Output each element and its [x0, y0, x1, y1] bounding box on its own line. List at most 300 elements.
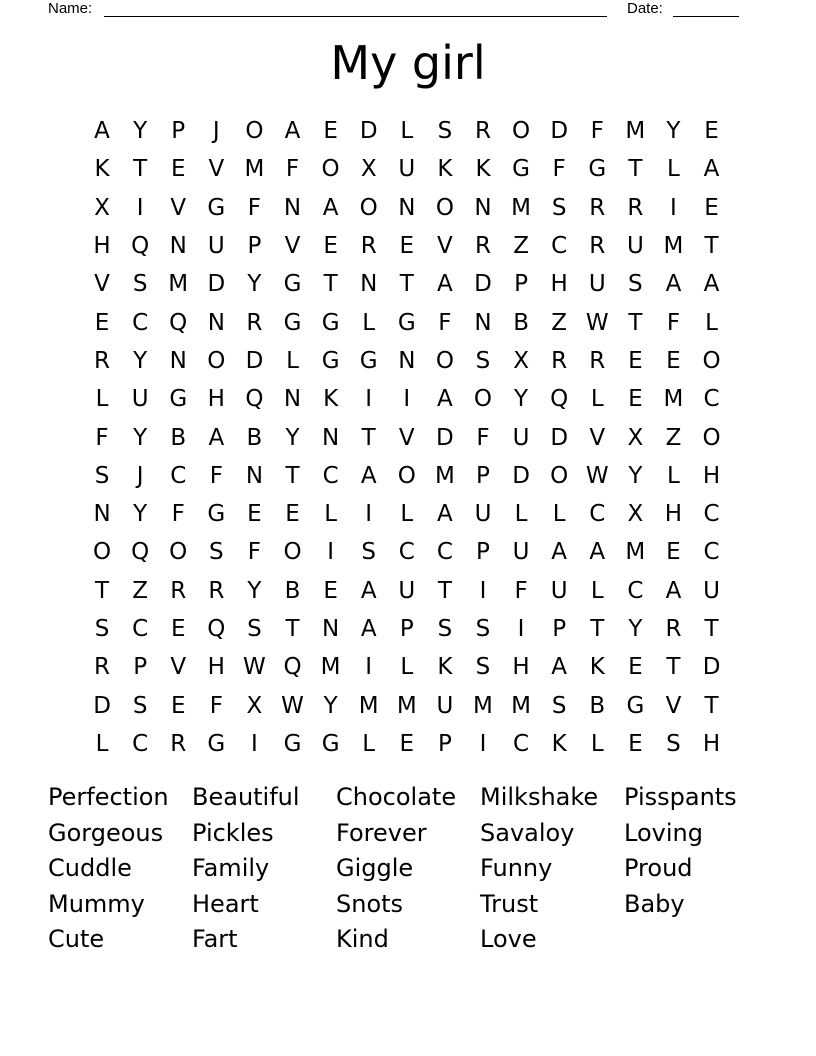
grid-letter: G [207, 730, 226, 757]
name-label: Name: [48, 0, 93, 17]
grid-letter: O [435, 347, 454, 374]
date-blank-line [673, 16, 739, 17]
grid-letter: F [95, 424, 109, 451]
grid-letter: T [590, 616, 605, 642]
grid-letter: W [243, 654, 266, 681]
grid-letter: F [590, 118, 604, 145]
grid-letter: L [705, 309, 718, 336]
grid-letter: N [474, 309, 492, 336]
grid-letter: X [360, 156, 377, 183]
grid-letter: G [626, 692, 645, 719]
grid-letter: U [398, 156, 416, 183]
grid-letter: L [590, 386, 604, 413]
grid-letter: K [437, 654, 453, 681]
grid-letter: C [132, 730, 149, 757]
grid-letter: T [133, 156, 148, 183]
grid-letter: F [247, 194, 262, 221]
grid-letter: A [437, 386, 453, 413]
grid-letter: C [551, 233, 568, 260]
grid-letter: M [320, 654, 341, 681]
grid-letter: D [93, 692, 111, 719]
grid-letter: L [400, 118, 414, 145]
grid-letter: N [360, 271, 378, 298]
grid-letter: P [171, 118, 186, 145]
grid-letter: T [704, 692, 719, 719]
grid-letter: E [628, 730, 643, 757]
grid-letter: R [665, 616, 682, 642]
grid-letter: N [322, 616, 340, 642]
grid-letter: M [625, 118, 646, 145]
word-list-item: Perfection [48, 783, 169, 811]
grid-letter: R [627, 194, 644, 221]
grid-letter: A [208, 424, 225, 451]
grid-letter: N [322, 424, 340, 451]
grid-letter: L [362, 309, 376, 336]
grid-letter: N [474, 194, 492, 221]
grid-letter: N [245, 462, 264, 489]
grid-letter: C [513, 730, 530, 757]
grid-letter: U [512, 424, 530, 451]
grid-letter: G [207, 194, 226, 221]
grid-letter: H [93, 233, 111, 260]
grid-letter: R [360, 233, 377, 260]
grid-letter: F [438, 309, 452, 336]
grid-letter: O [397, 462, 416, 489]
grid-letter: V [665, 692, 682, 719]
grid-letter: R [474, 118, 491, 145]
grid-letter: Y [247, 271, 262, 298]
word-list-item: Pisspants [624, 783, 737, 811]
grid-letter: U [512, 539, 530, 566]
grid-letter: Q [207, 616, 226, 642]
word-list-item: Love [480, 925, 537, 953]
grid-letter: R [246, 309, 263, 336]
grid-letter: A [284, 118, 301, 145]
grid-letter: F [285, 156, 300, 183]
grid-letter: U [626, 233, 644, 260]
grid-letter: V [589, 424, 606, 451]
grid-letter: K [323, 386, 339, 413]
word-list-item: Kind [336, 925, 389, 953]
grid-letter: H [702, 730, 721, 757]
grid-letter: Y [666, 118, 681, 145]
word-list-item: Chocolate [336, 783, 457, 811]
word-list-item: Mummy [48, 889, 145, 918]
grid-letter: S [437, 616, 453, 642]
grid-letter: L [286, 347, 299, 374]
grid-letter: U [131, 386, 149, 413]
grid-letter: C [589, 501, 606, 528]
grid-letter: O [702, 424, 721, 451]
grid-letter: A [322, 194, 339, 221]
page-title: My girl [330, 36, 486, 90]
grid-letter: I [365, 501, 373, 528]
grid-letter: Y [628, 616, 643, 642]
word-list-item: Trust [480, 889, 539, 918]
grid-letter: V [94, 271, 110, 298]
grid-letter: S [666, 730, 681, 757]
word-list-item: Family [192, 854, 270, 882]
grid-letter: P [437, 730, 452, 757]
grid-letter: A [665, 577, 682, 604]
grid-letter: Q [131, 233, 150, 260]
grid-letter: E [704, 194, 719, 221]
grid-letter: E [323, 577, 338, 604]
grid-letter: O [550, 462, 569, 489]
grid-letter: M [473, 692, 493, 719]
grid-letter: C [132, 309, 149, 336]
grid-letter: J [136, 462, 144, 489]
grid-letter: I [365, 654, 373, 681]
grid-letter: G [588, 156, 607, 183]
grid-letter: A [589, 539, 606, 566]
grid-letter: T [437, 577, 452, 604]
grid-letter: S [132, 692, 148, 719]
grid-letter: A [360, 462, 377, 489]
grid-letter: M [511, 194, 531, 221]
grid-letter: P [247, 233, 262, 260]
grid-letter: R [170, 577, 187, 604]
grid-letter: A [703, 156, 720, 183]
grid-letter: T [628, 156, 643, 183]
grid-letter: A [437, 271, 453, 298]
grid-letter: E [94, 309, 110, 336]
grid-letter: N [93, 501, 111, 528]
grid-letter: W [585, 309, 609, 336]
grid-letter: S [94, 462, 110, 489]
grid-letter: T [361, 424, 376, 451]
grid-letter: Q [131, 539, 150, 566]
grid-letter: X [246, 692, 263, 719]
word-list-item: Giggle [336, 854, 414, 882]
grid-letter: R [589, 194, 606, 221]
grid-letter: I [479, 577, 487, 604]
grid-letter: R [94, 654, 111, 681]
grid-letter: Y [514, 386, 529, 413]
grid-letter: T [285, 616, 300, 642]
grid-letter: L [667, 156, 680, 183]
grid-letter: M [434, 462, 455, 489]
grid-letter: M [625, 539, 646, 566]
grid-letter: V [284, 233, 301, 260]
grid-letter: P [552, 616, 567, 642]
grid-letter: Q [245, 386, 264, 413]
grid-letter: B [513, 309, 529, 336]
grid-letter: O [702, 347, 721, 374]
grid-letter: E [323, 118, 338, 145]
grid-letter: M [663, 386, 684, 413]
grid-letter: Y [133, 501, 148, 528]
word-list-item: Baby [624, 889, 685, 918]
grid-letter: N [169, 347, 187, 374]
grid-letter: G [359, 347, 378, 374]
grid-letter: O [473, 386, 493, 413]
word-list-item: Gorgeous [48, 818, 164, 847]
grid-letter: Z [551, 309, 568, 336]
grid-letter: D [550, 424, 569, 451]
grid-letter: U [436, 692, 454, 719]
grid-letter: K [437, 156, 453, 183]
grid-letter: F [552, 156, 566, 183]
grid-letter: I [479, 730, 487, 757]
grid-letter: L [552, 501, 566, 528]
header [0, 0, 816, 20]
grid-letter: U [703, 577, 720, 604]
grid-letter: Z [132, 577, 149, 604]
grid-letter: D [359, 118, 378, 145]
grid-letter: O [92, 539, 112, 566]
grid-letter: E [285, 501, 300, 528]
grid-letter: H [550, 271, 568, 298]
grid-letter: A [360, 616, 377, 642]
grid-letter: F [209, 692, 223, 719]
grid-letter: S [94, 616, 110, 642]
grid-letter: E [170, 156, 186, 183]
grid-letter: D [512, 462, 530, 489]
grid-letter: L [590, 730, 604, 757]
grid-letter: E [399, 730, 415, 757]
grid-letter: K [475, 156, 491, 183]
grid-letter: I [251, 730, 258, 757]
grid-letter: R [474, 233, 491, 260]
grid-letter: C [627, 577, 644, 604]
word-list-item: Snots [336, 889, 404, 918]
grid-letter: S [475, 347, 491, 374]
date-label: Date: [627, 0, 663, 17]
grid-letter: E [704, 118, 719, 145]
grid-letter: G [397, 309, 416, 336]
grid-letter: L [362, 730, 376, 757]
grid-letter: A [665, 271, 682, 298]
grid-letter: E [247, 501, 262, 528]
grid-letter: R [589, 233, 606, 260]
grid-letter: N [398, 347, 416, 374]
word-list-item: Forever [336, 818, 427, 847]
grid-letter: Q [169, 309, 188, 336]
grid-letter: D [207, 271, 226, 298]
grid-letter: H [207, 386, 225, 413]
word-list [48, 780, 768, 958]
grid-letter: Q [283, 654, 302, 681]
grid-letter: E [628, 347, 643, 374]
grid-letter: L [667, 462, 680, 489]
word-list-item: Pickles [192, 818, 274, 847]
grid-letter: H [512, 654, 530, 681]
grid-letter: U [207, 233, 225, 260]
grid-letter: V [437, 233, 453, 260]
grid-letter: F [171, 501, 185, 528]
grid-letter: M [663, 233, 684, 260]
grid-letter: G [169, 386, 188, 413]
grid-letter: O [321, 156, 340, 183]
grid-letter: F [209, 462, 223, 489]
grid-letter: I [365, 386, 373, 413]
grid-letter: E [666, 539, 681, 566]
grid-letter: R [208, 577, 225, 604]
grid-letter: R [94, 347, 111, 374]
grid-letter: Y [323, 692, 338, 719]
grid-letter: T [285, 462, 300, 489]
grid-letter: Y [628, 462, 643, 489]
grid-letter: B [170, 424, 187, 451]
grid-letter: T [323, 271, 338, 298]
grid-letter: V [208, 156, 225, 183]
grid-letter: I [670, 194, 677, 221]
grid-letter: M [244, 156, 265, 183]
grid-letter: F [247, 539, 262, 566]
grid-letter: E [170, 692, 186, 719]
grid-letter: G [283, 271, 302, 298]
grid-letter: N [398, 194, 416, 221]
grid-letter: E [323, 233, 338, 260]
grid-letter: G [321, 730, 340, 757]
grid-letter: M [358, 692, 379, 719]
word-list-item: Cute [48, 925, 105, 953]
grid-letter: Y [133, 424, 148, 451]
grid-letter: E [170, 616, 186, 642]
grid-letter: X [627, 424, 644, 451]
grid-letter: O [359, 194, 378, 221]
grid-letter: G [321, 347, 340, 374]
grid-letter: T [704, 233, 719, 260]
letter-grid [83, 112, 731, 763]
grid-letter: E [628, 654, 643, 681]
grid-letter: K [94, 156, 110, 183]
grid-letter: S [551, 194, 567, 221]
grid-letter: C [703, 386, 720, 413]
grid-letter: L [590, 577, 604, 604]
grid-letter: O [245, 118, 264, 145]
grid-letter: I [403, 386, 411, 413]
grid-letter: M [511, 692, 531, 719]
grid-letter: S [628, 271, 643, 298]
grid-letter: L [514, 501, 528, 528]
grid-letter: Y [133, 347, 148, 374]
grid-letter: A [437, 501, 453, 528]
grid-letter: C [436, 539, 453, 566]
grid-letter: S [437, 118, 453, 145]
grid-letter: F [476, 424, 490, 451]
grid-letter: T [666, 654, 681, 681]
word-list-item: Fart [192, 925, 238, 953]
grid-letter: H [664, 501, 683, 528]
grid-letter: Z [665, 424, 682, 451]
grid-letter: C [398, 539, 415, 566]
grid-letter: V [170, 654, 187, 681]
grid-letter: T [704, 616, 719, 642]
grid-letter: L [400, 501, 414, 528]
grid-letter: D [245, 347, 264, 374]
grid-letter: K [589, 654, 605, 681]
grid-letter: O [512, 118, 531, 145]
grid-letter: W [585, 462, 609, 489]
grid-letter: B [589, 692, 606, 719]
grid-letter: Y [285, 424, 300, 451]
grid-letter: E [666, 347, 681, 374]
grid-letter: K [551, 730, 567, 757]
grid-letter: O [207, 347, 226, 374]
grid-letter: R [551, 347, 568, 374]
word-list-item: Heart [192, 889, 259, 918]
grid-letter: E [628, 386, 643, 413]
grid-letter: N [169, 233, 187, 260]
grid-letter: M [168, 271, 189, 298]
grid-letter: X [513, 347, 529, 374]
grid-letter: C [703, 501, 720, 528]
grid-letter: A [360, 577, 377, 604]
grid-letter: C [703, 539, 720, 566]
grid-letter: A [94, 118, 110, 145]
grid-letter: T [628, 309, 643, 336]
grid-letter: G [321, 309, 340, 336]
grid-letter: N [207, 309, 225, 336]
grid-letter: A [703, 271, 720, 298]
grid-letter: C [132, 616, 149, 642]
grid-letter: M [396, 692, 417, 719]
grid-letter: C [322, 462, 339, 489]
grid-letter: I [327, 539, 334, 566]
grid-letter: T [399, 271, 414, 298]
grid-letter: P [133, 654, 148, 681]
grid-letter: X [627, 501, 644, 528]
grid-letter: L [95, 386, 109, 413]
grid-letter: S [132, 271, 148, 298]
grid-letter: G [283, 309, 302, 336]
grid-letter: S [247, 616, 262, 642]
grid-letter: U [588, 271, 606, 298]
grid-letter: E [399, 233, 415, 260]
grid-letter: U [398, 577, 416, 604]
grid-letter: V [170, 194, 187, 221]
word-list-item: Beautiful [192, 783, 300, 811]
word-list-item: Loving [624, 818, 703, 847]
grid-letter: G [207, 501, 226, 528]
grid-letter: D [474, 271, 492, 298]
grid-letter: G [283, 730, 302, 757]
grid-letter: Z [513, 233, 529, 260]
grid-letter: P [476, 462, 490, 489]
grid-letter: O [435, 194, 454, 221]
grid-letter: P [476, 539, 490, 566]
grid-letter: T [95, 577, 110, 604]
grid-letter: S [361, 539, 376, 566]
grid-letter: A [551, 654, 568, 681]
word-list-item: Funny [480, 854, 553, 882]
grid-letter: L [324, 501, 338, 528]
grid-letter: L [95, 730, 109, 757]
grid-letter: A [551, 539, 568, 566]
grid-letter: L [400, 654, 414, 681]
grid-letter: W [281, 692, 304, 719]
word-list-item: Savaloy [480, 818, 575, 847]
grid-letter: Y [133, 118, 148, 145]
grid-letter: D [550, 118, 569, 145]
grid-letter: P [514, 271, 529, 298]
grid-letter: G [512, 156, 530, 183]
grid-letter: S [209, 539, 224, 566]
grid-letter: V [398, 424, 415, 451]
grid-letter: F [514, 577, 528, 604]
grid-letter: D [436, 424, 454, 451]
grid-letter: O [169, 539, 188, 566]
grid-letter: H [207, 654, 225, 681]
grid-letter: N [283, 194, 302, 221]
grid-letter: U [550, 577, 568, 604]
grid-letter: S [475, 654, 491, 681]
grid-letter: B [284, 577, 301, 604]
grid-letter: S [475, 616, 491, 642]
grid-letter: O [283, 539, 302, 566]
